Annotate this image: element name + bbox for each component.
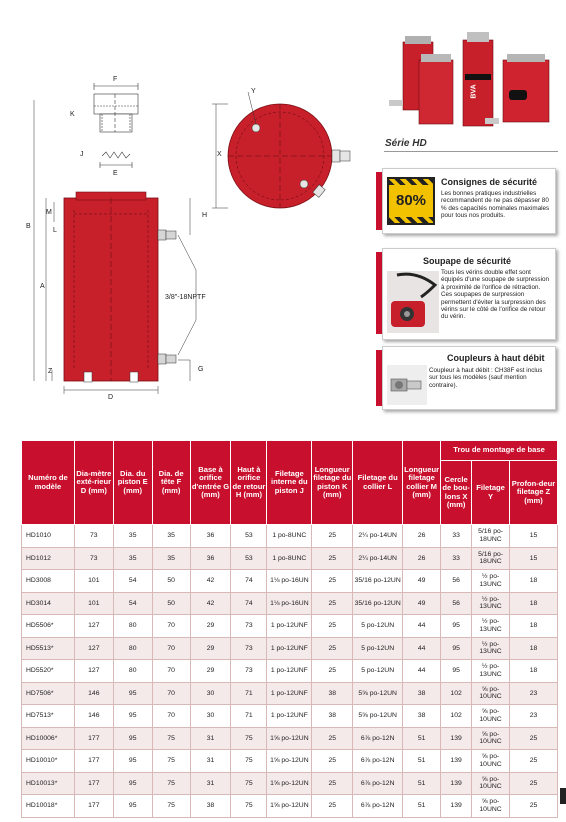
header-k: Longueur filetage du piston K (mm) xyxy=(312,441,353,525)
cell-l: 5⅝ po-12UN xyxy=(353,682,403,705)
cell-y: 5/16 po-18UNC xyxy=(472,525,510,548)
cell-l: 6⅞ po-12N xyxy=(353,727,403,750)
cell-l: 2¼ po-14UN xyxy=(353,547,403,570)
cell-model: HD7506* xyxy=(22,682,75,705)
cell-model: HD5520* xyxy=(22,660,75,683)
header-h: Haut à orifice de retour H (mm) xyxy=(231,441,267,525)
cell-m: 38 xyxy=(403,705,441,728)
cell-d: 146 xyxy=(74,705,113,728)
cell-m: 26 xyxy=(403,547,441,570)
cell-h: 75 xyxy=(231,795,267,818)
valve-photo xyxy=(387,271,439,333)
cell-e: 54 xyxy=(113,570,152,593)
cell-h: 74 xyxy=(231,592,267,615)
cell-h: 73 xyxy=(231,637,267,660)
cell-m: 26 xyxy=(403,525,441,548)
dim-label-j: J xyxy=(80,151,84,158)
header-model: Numéro de modèle xyxy=(22,441,75,525)
cell-y: ½ po-13UNC xyxy=(472,592,510,615)
series-title: Série HD xyxy=(385,138,427,149)
header-l: Filetage du collier L xyxy=(353,441,403,525)
valve-title: Soupape de sécurité xyxy=(423,256,512,266)
cell-g: 42 xyxy=(190,592,231,615)
cell-k: 25 xyxy=(312,772,353,795)
cell-h: 53 xyxy=(231,547,267,570)
cell-model: HD10010* xyxy=(22,750,75,773)
dim-label-port: 3/8"-18NPTF xyxy=(165,294,206,301)
cell-k: 25 xyxy=(312,750,353,773)
cell-d: 101 xyxy=(74,570,113,593)
cell-g: 31 xyxy=(190,750,231,773)
dim-label-f: F xyxy=(113,76,118,83)
dim-label-k: K xyxy=(70,111,75,118)
cell-e: 80 xyxy=(113,615,152,638)
cell-e: 95 xyxy=(113,727,152,750)
cell-x: 56 xyxy=(441,592,472,615)
cell-y: ½ po-13UNC xyxy=(472,660,510,683)
brand-logo: BVA xyxy=(470,84,478,99)
cell-d: 127 xyxy=(74,637,113,660)
specs-table-body xyxy=(22,525,558,818)
cell-f: 50 xyxy=(152,570,190,593)
cell-e: 95 xyxy=(113,795,152,818)
cell-k: 25 xyxy=(312,615,353,638)
cell-y: ½ po-13UNC xyxy=(472,615,510,638)
cell-z: 18 xyxy=(510,660,558,683)
coupler-text: Coupleur à haut débit : CH38F est inclus sur tous les modèles (sauf mention contraire). xyxy=(429,367,543,389)
cell-l: 5 po-12UN xyxy=(353,637,403,660)
cell-f: 75 xyxy=(152,750,190,773)
cell-l: 5⅝ po-12UN xyxy=(353,705,403,728)
cell-g: 31 xyxy=(190,772,231,795)
table-row xyxy=(22,660,558,683)
cell-m: 49 xyxy=(403,592,441,615)
cell-m: 51 xyxy=(403,795,441,818)
cell-x: 33 xyxy=(441,547,472,570)
cell-x: 139 xyxy=(441,795,472,818)
cell-f: 50 xyxy=(152,592,190,615)
cell-e: 95 xyxy=(113,750,152,773)
cell-g: 36 xyxy=(190,547,231,570)
cell-d: 177 xyxy=(74,727,113,750)
table-row xyxy=(22,705,558,728)
cell-z: 18 xyxy=(510,592,558,615)
cell-j: 1 po-12UNF xyxy=(267,705,312,728)
cell-y: ⅝ po-10UNC xyxy=(472,682,510,705)
cell-y: ⅝ po-10UNC xyxy=(472,705,510,728)
cell-l: 5 po-12UN xyxy=(353,660,403,683)
cell-m: 51 xyxy=(403,772,441,795)
cell-z: 25 xyxy=(510,795,558,818)
dim-label-e: E xyxy=(113,170,118,177)
cell-k: 25 xyxy=(312,592,353,615)
cell-e: 95 xyxy=(113,705,152,728)
cell-m: 44 xyxy=(403,637,441,660)
cell-j: 1⅝ po-12UN xyxy=(267,727,312,750)
cell-x: 139 xyxy=(441,727,472,750)
table-row xyxy=(22,592,558,615)
product-photo xyxy=(385,28,557,133)
safety-panel xyxy=(382,168,556,234)
valve-text: Tous les vérins double effet sont équipés d'une soupape de surpression à proximité de l'orifice de rétraction. Ces soupapes de surpression permettent d'éviter la surpression des vérins sur le côté de l'orifice de retour du vérin. xyxy=(441,269,549,321)
cell-g: 42 xyxy=(190,570,231,593)
cell-j: 1 po-12UNF xyxy=(267,637,312,660)
cell-g: 29 xyxy=(190,615,231,638)
coupler-title: Coupleurs à haut débit xyxy=(447,353,545,363)
cell-j: 1 po-12UNF xyxy=(267,682,312,705)
cell-model: HD3014 xyxy=(22,592,75,615)
coupler-photo xyxy=(387,365,427,405)
cell-g: 38 xyxy=(190,795,231,818)
cell-k: 25 xyxy=(312,660,353,683)
header-g: Base à orifice d'entrée G (mm) xyxy=(190,441,231,525)
table-row xyxy=(22,727,558,750)
cell-e: 35 xyxy=(113,547,152,570)
cell-z: 25 xyxy=(510,772,558,795)
header-x: Cercle de bou-lons X (mm) xyxy=(441,461,472,525)
cell-h: 75 xyxy=(231,750,267,773)
cell-k: 25 xyxy=(312,525,353,548)
cell-z: 25 xyxy=(510,727,558,750)
cell-k: 25 xyxy=(312,547,353,570)
header-z: Profon-deur filetage Z (mm) xyxy=(510,461,558,525)
cell-d: 177 xyxy=(74,750,113,773)
cell-x: 102 xyxy=(441,682,472,705)
cell-f: 35 xyxy=(152,525,190,548)
valve-panel xyxy=(382,248,556,340)
cell-h: 53 xyxy=(231,525,267,548)
cell-g: 36 xyxy=(190,525,231,548)
cell-model: HD5506* xyxy=(22,615,75,638)
safety-badge-text: 80% xyxy=(395,192,427,209)
dim-label-y: Y xyxy=(251,88,256,95)
dim-label-l: L xyxy=(53,227,57,234)
cell-d: 73 xyxy=(74,525,113,548)
dim-label-z: Z xyxy=(48,368,53,375)
cell-model: HD7513* xyxy=(22,705,75,728)
cell-k: 38 xyxy=(312,682,353,705)
cell-model: HD5513* xyxy=(22,637,75,660)
cell-y: ⅝ po-10UNC xyxy=(472,795,510,818)
cell-z: 23 xyxy=(510,682,558,705)
table-row xyxy=(22,615,558,638)
table-row xyxy=(22,525,558,548)
cell-g: 29 xyxy=(190,660,231,683)
cell-x: 33 xyxy=(441,525,472,548)
table-row xyxy=(22,772,558,795)
cell-y: ⅝ po-10UNC xyxy=(472,750,510,773)
cell-k: 25 xyxy=(312,727,353,750)
cell-j: 1⅛ po-16UN xyxy=(267,570,312,593)
cell-z: 18 xyxy=(510,637,558,660)
cell-m: 49 xyxy=(403,570,441,593)
cell-e: 35 xyxy=(113,525,152,548)
cell-y: 5/16 po-18UNC xyxy=(472,547,510,570)
cell-l: 5 po-12UN xyxy=(353,615,403,638)
cell-model: HD1012 xyxy=(22,547,75,570)
cell-f: 70 xyxy=(152,660,190,683)
safety-badge xyxy=(387,177,435,225)
specs-table xyxy=(21,440,558,818)
cell-j: 1 po-8UNC xyxy=(267,525,312,548)
cell-j: 1 po-12UNF xyxy=(267,615,312,638)
cell-x: 139 xyxy=(441,750,472,773)
cell-f: 35 xyxy=(152,547,190,570)
table-row xyxy=(22,547,558,570)
cell-h: 71 xyxy=(231,682,267,705)
cell-f: 70 xyxy=(152,682,190,705)
cell-e: 80 xyxy=(113,660,152,683)
cell-d: 177 xyxy=(74,795,113,818)
cell-d: 146 xyxy=(74,682,113,705)
cell-l: 2¼ po-14UN xyxy=(353,525,403,548)
table-row xyxy=(22,637,558,660)
cell-model: HD3008 xyxy=(22,570,75,593)
cylinder-side-drawing xyxy=(18,70,228,415)
cell-model: HD1010 xyxy=(22,525,75,548)
cell-f: 75 xyxy=(152,795,190,818)
cell-x: 56 xyxy=(441,570,472,593)
cell-j: 1 po-8UNC xyxy=(267,547,312,570)
cell-model: HD10013* xyxy=(22,772,75,795)
cell-y: ⅝ po-10UNC xyxy=(472,727,510,750)
header-j: Filetage interne du piston J xyxy=(267,441,312,525)
cell-e: 80 xyxy=(113,637,152,660)
cell-model: HD10018* xyxy=(22,795,75,818)
series-divider xyxy=(384,151,558,152)
table-row xyxy=(22,795,558,818)
cell-z: 23 xyxy=(510,705,558,728)
safety-title: Consignes de sécurité xyxy=(441,177,538,187)
cell-x: 95 xyxy=(441,615,472,638)
cell-l: 6⅞ po-12N xyxy=(353,772,403,795)
cell-m: 51 xyxy=(403,727,441,750)
cell-g: 30 xyxy=(190,705,231,728)
cell-l: 35/16 po-12UN xyxy=(353,570,403,593)
cell-k: 25 xyxy=(312,795,353,818)
dim-label-h: H xyxy=(202,212,208,219)
cell-j: 1 po-12UNF xyxy=(267,660,312,683)
cell-h: 73 xyxy=(231,660,267,683)
cell-m: 51 xyxy=(403,750,441,773)
cell-d: 101 xyxy=(74,592,113,615)
cell-d: 127 xyxy=(74,615,113,638)
dim-label-d: D xyxy=(108,394,114,401)
cell-d: 127 xyxy=(74,660,113,683)
header-d: Dia-mètre exté-rieur D (mm) xyxy=(74,441,113,525)
cell-g: 30 xyxy=(190,682,231,705)
cell-x: 102 xyxy=(441,705,472,728)
cell-model: HD10006* xyxy=(22,727,75,750)
cell-f: 75 xyxy=(152,727,190,750)
cell-f: 70 xyxy=(152,705,190,728)
cell-e: 95 xyxy=(113,772,152,795)
cell-f: 70 xyxy=(152,637,190,660)
cell-h: 73 xyxy=(231,615,267,638)
cell-x: 139 xyxy=(441,772,472,795)
header-m: Longueur filetage collier M (mm) xyxy=(403,441,441,525)
table-row xyxy=(22,570,558,593)
cell-j: 1⅝ po-12UN xyxy=(267,772,312,795)
cylinder-top-drawing xyxy=(210,86,360,221)
dim-label-x: X xyxy=(217,151,222,158)
cell-g: 29 xyxy=(190,637,231,660)
cell-j: 1⅝ po-12UN xyxy=(267,750,312,773)
header-e: Dia. du piston E (mm) xyxy=(113,441,152,525)
cell-z: 25 xyxy=(510,750,558,773)
cell-z: 15 xyxy=(510,547,558,570)
header-group-mounting: Trou de montage de base xyxy=(441,441,558,461)
cell-d: 177 xyxy=(74,772,113,795)
cell-k: 25 xyxy=(312,570,353,593)
cell-y: ⅝ po-10UNC xyxy=(472,772,510,795)
cell-e: 95 xyxy=(113,682,152,705)
cell-f: 70 xyxy=(152,615,190,638)
cell-j: 1⅝ po-12UN xyxy=(267,795,312,818)
header-y: Filetage Y xyxy=(472,461,510,525)
cell-k: 25 xyxy=(312,637,353,660)
cell-g: 31 xyxy=(190,727,231,750)
cell-z: 18 xyxy=(510,615,558,638)
cell-f: 75 xyxy=(152,772,190,795)
dim-label-b: B xyxy=(26,223,31,230)
cell-x: 95 xyxy=(441,637,472,660)
cell-h: 71 xyxy=(231,705,267,728)
coupler-panel xyxy=(382,346,556,410)
cell-m: 38 xyxy=(403,682,441,705)
safety-text: Les bonnes pratiques industrielles recommandent de ne pas dépasser 80 % des capacités nominales maximales pour tous nos produits. xyxy=(441,190,550,220)
cell-l: 6⅞ po-12N xyxy=(353,795,403,818)
cell-y: ½ po-13UNC xyxy=(472,637,510,660)
cell-k: 38 xyxy=(312,705,353,728)
cell-j: 1⅛ po-16UN xyxy=(267,592,312,615)
cell-m: 44 xyxy=(403,660,441,683)
cell-h: 75 xyxy=(231,772,267,795)
cell-e: 54 xyxy=(113,592,152,615)
cell-d: 73 xyxy=(74,547,113,570)
cell-m: 44 xyxy=(403,615,441,638)
table-row xyxy=(22,682,558,705)
cell-l: 35/16 po-12UN xyxy=(353,592,403,615)
cell-y: ½ po-13UNC xyxy=(472,570,510,593)
cell-z: 15 xyxy=(510,525,558,548)
cell-l: 6⅞ po-12N xyxy=(353,750,403,773)
dim-label-a: A xyxy=(40,283,45,290)
page-edge-mark xyxy=(560,788,566,804)
table-row xyxy=(22,750,558,773)
cell-z: 18 xyxy=(510,570,558,593)
cell-x: 95 xyxy=(441,660,472,683)
dim-label-g: G xyxy=(198,366,204,373)
cell-h: 74 xyxy=(231,570,267,593)
header-f: Dia. de tête F (mm) xyxy=(152,441,190,525)
cell-h: 75 xyxy=(231,727,267,750)
dim-label-m: M xyxy=(46,209,52,216)
